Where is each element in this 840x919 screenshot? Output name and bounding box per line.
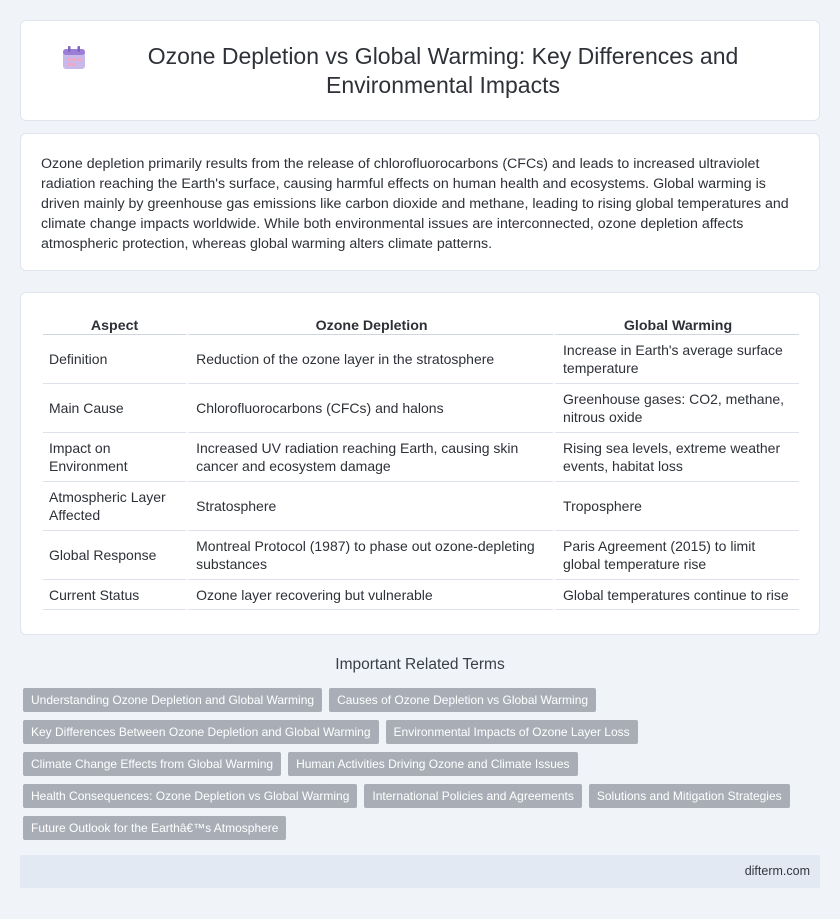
aspect-cell: Impact on Environment (43, 433, 186, 482)
table-row (43, 433, 799, 482)
aspect-cell: Current Status (43, 580, 186, 610)
table-row (43, 580, 799, 610)
aspect-cell: Main Cause (43, 384, 186, 433)
ozone-cell: Chlorofluorocarbons (CFCs) and halons (186, 384, 553, 433)
aspect-cell: Atmospheric Layer Affected (43, 482, 186, 531)
column-header-ozone-depletion: Ozone Depletion (186, 313, 553, 335)
ozone-cell: Stratosphere (186, 482, 553, 531)
ozone-cell: Montreal Protocol (1987) to phase out ozone-depleting substances (186, 531, 553, 580)
related-term-chip[interactable]: Solutions and Mitigation Strategies (589, 784, 790, 808)
column-header-global-warming: Global Warming (553, 313, 799, 335)
related-term-chip[interactable]: Environmental Impacts of Ozone Layer Loss (386, 720, 638, 744)
warming-cell: Global temperatures continue to rise (553, 580, 799, 610)
warming-cell: Greenhouse gases: CO2, methane, nitrous oxide (553, 384, 799, 433)
related-term-chip[interactable]: Understanding Ozone Depletion and Global Warming (23, 688, 322, 712)
table-header-row (43, 313, 799, 335)
summary-text: Ozone depletion primarily results from the release of chlorofluorocarbons (CFCs) and leads to increased ultraviolet radiation reaching the Earth's surface, causing harmful effects on human health and ecosystems. Global warming is driven mainly by greenhouse gas emissions like carbon dioxide and methane, leading to rising global temperatures and climate change impacts worldwide. While both environmental issues are interconnected, ozone depletion affects atmospheric protection, whereas global warming alters climate patterns. (41, 156, 789, 252)
header-card (20, 20, 820, 121)
table-row (43, 531, 799, 580)
ozone-cell: Increased UV radiation reaching Earth, causing skin cancer and ecosystem damage (186, 433, 553, 482)
related-term-chip[interactable]: Key Differences Between Ozone Depletion and Global Warming (23, 720, 379, 744)
warming-cell: Rising sea levels, extreme weather events, habitat loss (553, 433, 799, 482)
footer-site-link[interactable]: difterm.com (744, 864, 810, 878)
table-row (43, 384, 799, 433)
warming-cell: Paris Agreement (2015) to limit global temperature rise (553, 531, 799, 580)
ozone-cell: Reduction of the ozone layer in the stratosphere (186, 335, 553, 384)
related-terms-title: Important Related Terms (335, 656, 505, 673)
related-term-chip[interactable]: Human Activities Driving Ozone and Climate Issues (288, 752, 577, 776)
page-title: Ozone Depletion vs Global Warming: Key Differences and Environmental Impacts (147, 42, 739, 98)
summary-card (20, 133, 820, 271)
related-term-chip[interactable]: Climate Change Effects from Global Warming (23, 752, 281, 776)
related-terms-list (23, 688, 823, 848)
ozone-cell: Ozone layer recovering but vulnerable (186, 580, 553, 610)
column-header-aspect: Aspect (43, 313, 186, 335)
comparison-table (43, 313, 799, 610)
aspect-cell: Definition (43, 335, 186, 384)
related-term-chip[interactable]: International Policies and Agreements (364, 784, 581, 808)
related-term-chip[interactable]: Health Consequences: Ozone Depletion vs Global Warming (23, 784, 357, 808)
footer (20, 855, 820, 888)
aspect-cell: Global Response (43, 531, 186, 580)
related-term-chip[interactable]: Causes of Ozone Depletion vs Global Warming (329, 688, 596, 712)
warming-cell: Troposphere (553, 482, 799, 531)
related-term-chip[interactable]: Future Outlook for the Earthâ€™s Atmosphere (23, 816, 286, 840)
table-row (43, 335, 799, 384)
comparison-table-card (20, 292, 820, 635)
warming-cell: Increase in Earth's average surface temperature (553, 335, 799, 384)
calendar-icon (61, 45, 87, 71)
table-row (43, 482, 799, 531)
